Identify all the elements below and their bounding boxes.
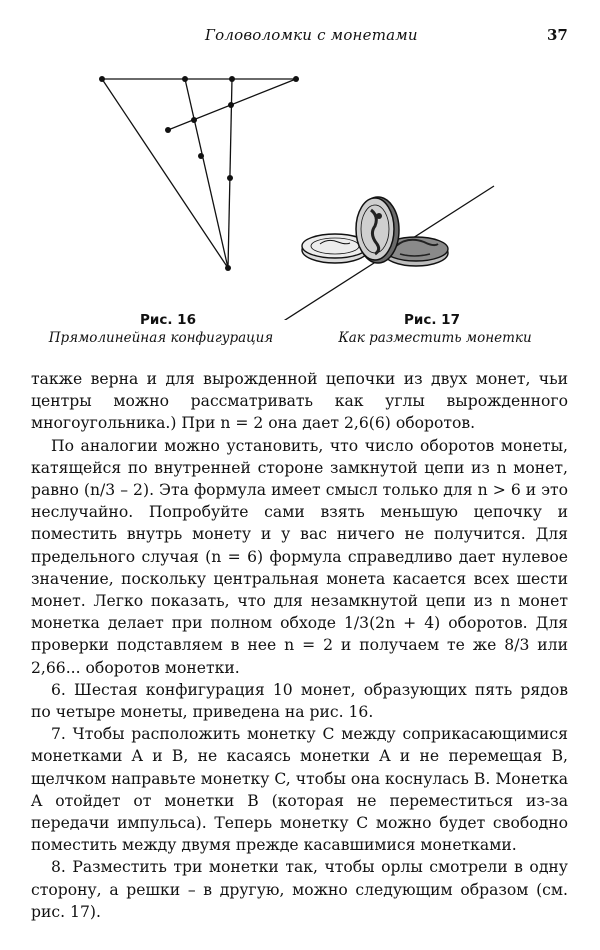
point bbox=[293, 76, 299, 82]
figure-16-label: Рис. 16 bbox=[140, 312, 196, 328]
page-header bbox=[0, 18, 600, 44]
point bbox=[165, 127, 171, 133]
point bbox=[182, 76, 188, 82]
paragraph: 8. Разместить три монетки так, чтобы орлы смотрели в одну сторону, а решки – в другую, можно следующим образом (см. рис. 17). bbox=[31, 858, 568, 921]
coin-standing bbox=[356, 197, 399, 263]
figure-17-coins-illustration bbox=[278, 180, 528, 320]
point bbox=[229, 76, 235, 82]
point bbox=[228, 102, 234, 108]
point bbox=[99, 76, 105, 82]
point bbox=[225, 265, 231, 271]
figure-17-label: Рис. 17 bbox=[404, 312, 460, 328]
point bbox=[198, 153, 204, 159]
figure-16-caption: Прямолинейная конфигурация bbox=[48, 330, 274, 346]
page-number: 37 bbox=[547, 26, 568, 44]
figure-17-caption: Как разместить монетки bbox=[338, 330, 532, 346]
body-text bbox=[31, 368, 568, 923]
line-inner-1 bbox=[185, 79, 228, 268]
line-left-diagonal bbox=[102, 79, 228, 268]
paragraph: 6. Шестая конфигурация 10 монет, образующих пять рядов по четыре монеты, приведена на рис. 16. bbox=[31, 680, 568, 722]
paragraph: 7. Чтобы расположить монетку C между соприкасающимися монетками A и B, не касаясь монетки A и не перемещая B, щелчком направьте монетку C, чтобы она коснулась B. Монетка A отойдет от монетки B (которая не переместиться из-за передачи импульса). Теперь монетку C можно будет свободно поместить между двумя прежде касавшимися монетками. bbox=[31, 725, 568, 855]
paragraph: также верна и для вырожденной цепочки из двух монет, чьи центры можно рассматривать как углы вырожденного многоугольника.) При n = 2 она дает 2,6(6) оборотов. bbox=[31, 370, 568, 433]
point bbox=[191, 117, 197, 123]
running-title: Головоломки с монетами bbox=[205, 26, 418, 44]
paragraph: По аналогии можно установить, что число оборотов монеты, катящейся по внутренней стороне замкнутой цепи из n монет, равно (n/3 – 2). Эта формула имеет смысл только для n > 6 и это неслучайно. Попробуйте сами взять меньшую цепочку и поместить внутрь монету и у вас ничего не получится. Для предельного случая (n = 6) формула справедливо дает нулевое значение, поскольку центральная монета касается всех шести монет. Легко показать, что для незамкнутой цепи из n монет монетка делает при полном обходе 1/3(2n + 4) оборотов. Для проверки подставляем в нее n = 2 и получаем те же 8/3 или 2,66... оборотов монетки. bbox=[31, 436, 568, 677]
point bbox=[227, 175, 233, 181]
